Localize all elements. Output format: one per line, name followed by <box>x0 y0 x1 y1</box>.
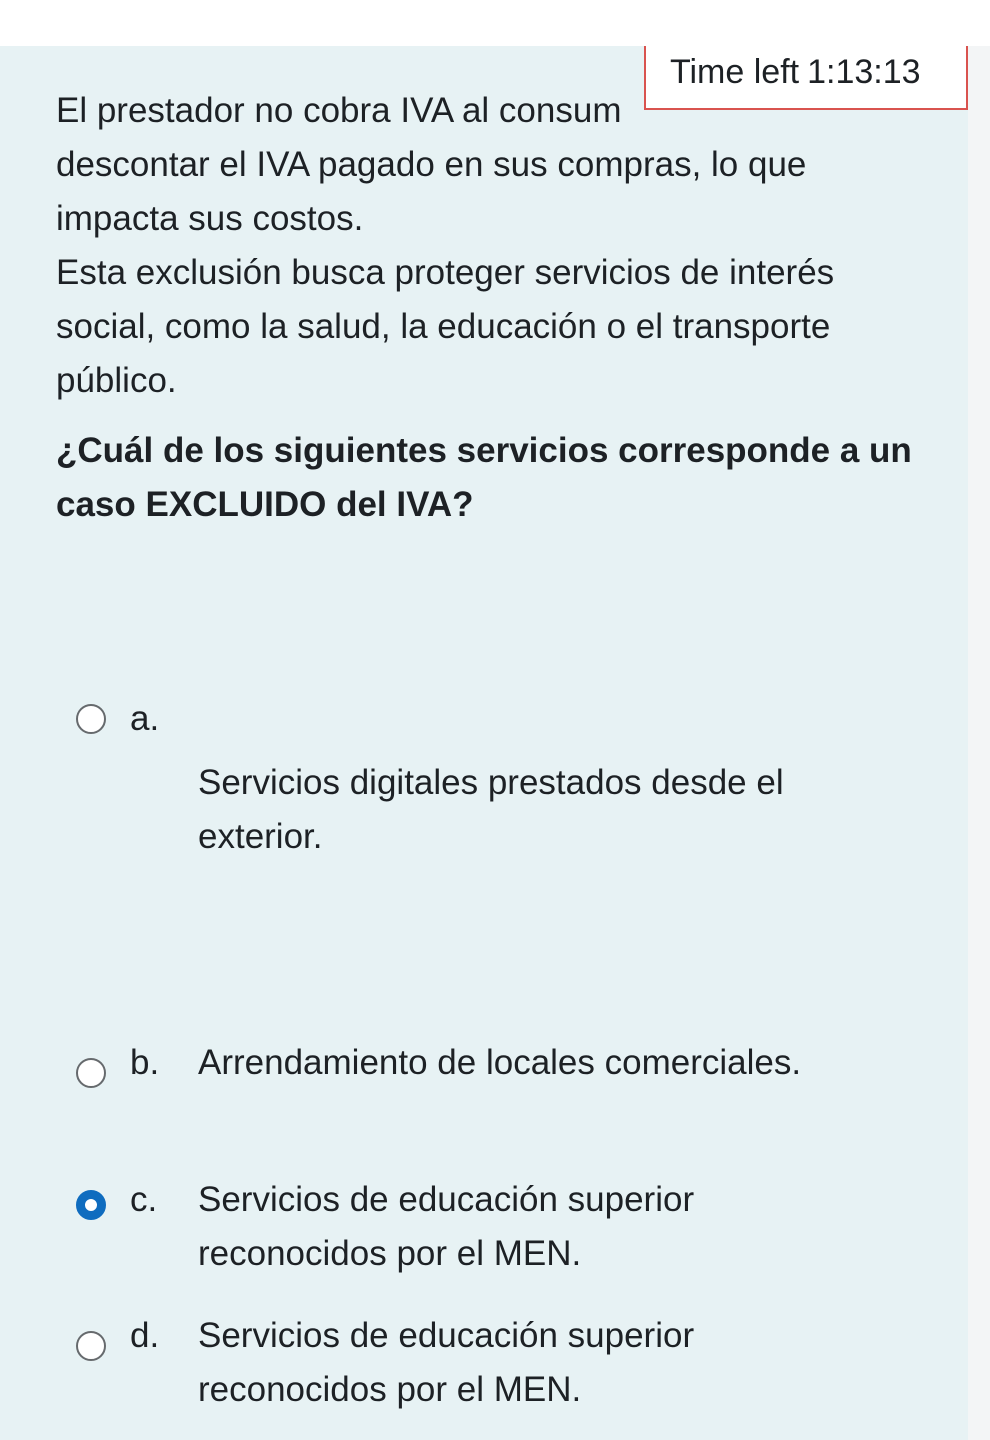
radio-button-c[interactable] <box>76 1190 106 1220</box>
option-label-line: Arrendamiento de locales comerciales. <box>198 1043 802 1082</box>
context-line: descontar el IVA pagado en sus compras, lo que <box>56 145 807 184</box>
option-letter: a. <box>130 699 160 738</box>
option-label-line: reconocidos por el MEN. <box>198 1234 582 1273</box>
option-label <box>198 1036 898 1090</box>
answer-option-c[interactable] <box>0 1173 968 1283</box>
context-line: Esta exclusión busca proteger servicios de interés <box>56 253 835 292</box>
option-label-line: reconocidos por el MEN. <box>198 1370 582 1409</box>
question-text <box>56 84 916 532</box>
timer-label: Time left <box>670 53 800 91</box>
question-card <box>0 46 968 1440</box>
option-label <box>198 756 898 864</box>
prompt-line: caso EXCLUIDO del IVA? <box>56 485 474 524</box>
top-bar <box>0 0 990 46</box>
radio-button-d[interactable] <box>76 1331 106 1361</box>
prompt-line: ¿Cuál de los siguientes servicios corresponde a un <box>56 431 912 470</box>
context-line: social, como la salud, la educación o el transporte <box>56 307 831 346</box>
page-gutter <box>968 46 990 1440</box>
timer-panel <box>644 46 968 110</box>
option-label-line: Servicios digitales prestados desde el <box>198 763 784 802</box>
option-letter: b. <box>130 1043 160 1082</box>
option-label <box>198 1173 898 1281</box>
radio-button-b[interactable] <box>76 1058 106 1088</box>
answer-option-d[interactable] <box>0 1309 968 1419</box>
context-line: público. <box>56 361 177 400</box>
option-letter: c. <box>130 1180 158 1219</box>
question-prompt <box>56 424 916 532</box>
option-label-line: Servicios de educación superior <box>198 1316 695 1355</box>
timer-value: 1:13:13 <box>807 53 921 91</box>
radio-button-a[interactable] <box>76 704 106 734</box>
context-line: impacta sus costos. <box>56 199 364 238</box>
option-label-line: Servicios de educación superior <box>198 1180 695 1219</box>
option-label-line: exterior. <box>198 817 323 856</box>
answer-option-a[interactable] <box>0 686 968 886</box>
option-label <box>198 1309 898 1417</box>
answer-option-b[interactable] <box>0 1036 968 1106</box>
context-line: El prestador no cobra IVA al consum <box>56 91 622 130</box>
option-letter: d. <box>130 1316 160 1355</box>
